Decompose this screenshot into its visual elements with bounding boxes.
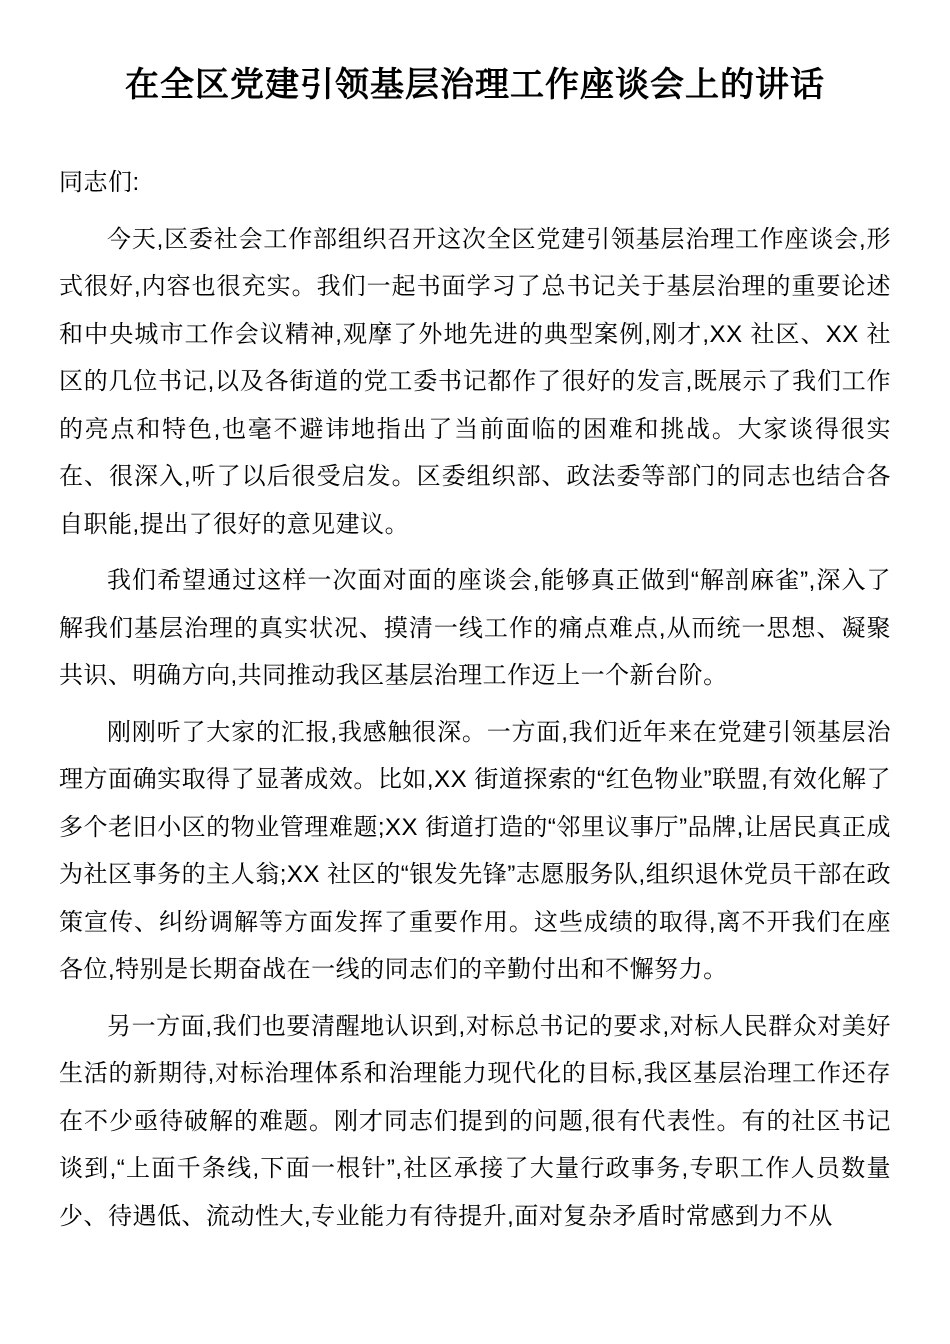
paragraph-problems: 另一方面,我们也要清醒地认识到,对标总书记的要求,对标人民群众对美好生活的新期待,对标治理体系和治理能力现代化的目标,我区基层治理工作还存在不少亟待破解的难题。刚才同志们提到的问题,很有代表性。有的社区书记谈到,“上面千条线,下面一根针”,社区承接了大量行政事务,专职工作人员数量少、待遇低、流动性大,专业能力有待提升,面对复杂矛盾时常感到力不从 [59,1012,891,1230]
paragraph-opening: 今天,区委社会工作部组织召开这次全区党建引领基层治理工作座谈会,形式很好,内容也很充实。我们一起书面学习了总书记关于基层治理的重要论述和中央城市工作会议精神,观摩了外地先进的典型案例,刚才,XX 社区、XX 社区的几位书记,以及各街道的党工委书记都作了很好的发言,既展示了我们工作的亮点和特色,也毫不避讳地指出了当前面临的困难和挑战。大家谈得很实在、很深入,听了以后很受启发。区委组织部、政法委等部门的同志也结合各自职能,提出了很好的意见建议。 [59,225,891,538]
paragraph-meeting-purpose: 我们希望通过这样一次面对面的座谈会,能够真正做到“解剖麻雀”,深入了解我们基层治理的真实状况、摸清一线工作的痛点难点,从而统一思想、凝聚共识、明确方向,共同推动我区基层治理工作迈上一个新台阶。 [59,567,891,689]
salutation: 同志们: [59,169,140,196]
paragraph-achievements: 刚刚听了大家的汇报,我感触很深。一方面,我们近年来在党建引领基层治理方面确实取得了显著成效。比如,XX 街道探索的“红色物业”联盟,有效化解了多个老旧小区的物业管理难题;XX 街道打造的“邻里议事厅”品牌,让居民真正成为社区事务的主人翁;XX 社区的“银发先锋”志愿服务队,组织退休党员干部在政策宣传、纠纷调解等方面发挥了重要作用。这些成绩的取得,离不开我们在座各位,特别是长期奋战在一线的同志们的辛勤付出和不懈努力。 [59,718,891,983]
document-title: 在全区党建引领基层治理工作座谈会上的讲话 [125,66,825,104]
document-body [59,159,891,1240]
